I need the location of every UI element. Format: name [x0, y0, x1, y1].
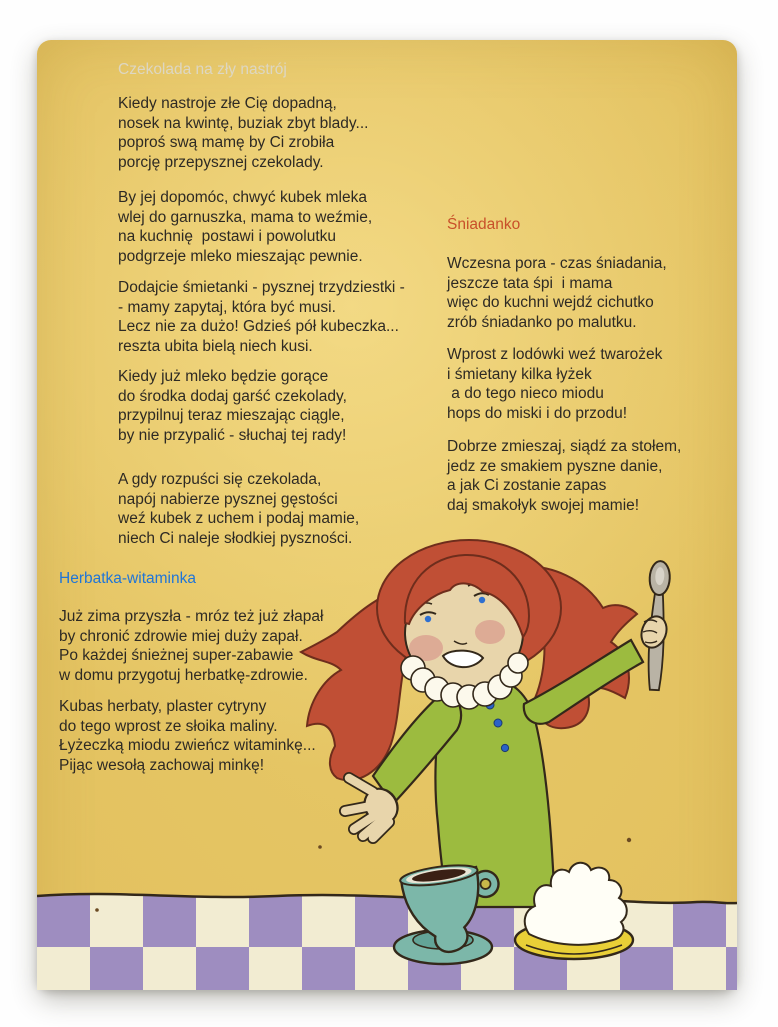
- poem-line: do środka dodaj garść czekolady,: [118, 387, 347, 405]
- poem-line: podgrzeje mleko mieszając pewnie.: [118, 247, 363, 265]
- poem-line: Dodajcie śmietanki - pysznej trzydziestki -: [118, 279, 405, 296]
- stanza-sniadanko-1: [447, 254, 667, 332]
- poem-line: Kubas herbaty, plaster cytryny: [59, 698, 267, 715]
- poem-title-herbatka: Herbatka-witaminka: [59, 570, 196, 587]
- poem-line: w domu przygotuj herbatkę-zdrowie.: [59, 666, 308, 684]
- poem-line: na kuchnię postawi i powolutku: [118, 228, 336, 246]
- poem-line: daj smakołyk swojej mamie!: [447, 496, 640, 514]
- poem-line: Kiedy nastroje złe Cię dopadną,: [118, 95, 337, 112]
- poem-line: a do tego nieco miodu: [447, 385, 604, 403]
- poem-line: Wprost z lodówki weź twarożek: [447, 346, 663, 363]
- stanza-sniadanko-2: [447, 345, 662, 423]
- poem-line: a jak Ci zostanie zapas: [447, 477, 607, 495]
- poem-line: Już zima przyszła - mróz też już złapał: [59, 608, 324, 625]
- cheek-blush: [475, 620, 505, 644]
- stanza-czekolada-1: [118, 94, 368, 172]
- poem-line: nosek na kwintę, buziak zbyt blady...: [118, 114, 369, 132]
- poem-line: jedz ze smakiem pyszne danie,: [447, 457, 663, 475]
- poem-line: zrób śniadanko po malutku.: [447, 313, 637, 331]
- poem-line: hops do miski i do przodu!: [447, 404, 628, 422]
- poem-title-sniadanko: Śniadanko: [447, 216, 521, 233]
- poem-line: i śmietany kilka łyżek: [447, 365, 592, 383]
- poem-line: A gdy rozpuści się czekolada,: [118, 471, 322, 488]
- poem-line: Kiedy już mleko będzie gorące: [118, 368, 329, 385]
- poem-line: by chronić zdrowie miej duży zapał.: [59, 627, 303, 645]
- poem-line: by nie przypalić - słuchaj tej rady!: [118, 426, 347, 444]
- poem-line: reszta ubita bielą niech kusi.: [118, 337, 313, 355]
- poem-line: Po każdej śnieżnej super-zabawie: [59, 647, 294, 665]
- poem-line: Pijąc wesołą zachowaj minkę!: [59, 756, 265, 774]
- girl-fist: [637, 613, 670, 651]
- stanza-czekolada-3: [118, 278, 405, 356]
- poem-title-czekolada: Czekolada na zły nastrój: [118, 61, 287, 78]
- poem-line: By jej dopomóc, chwyć kubek mleka: [118, 189, 367, 206]
- poem-line: napój nabierze pysznej gęstości: [118, 490, 338, 508]
- poem-line: do tego wprost ze słoika maliny.: [59, 717, 278, 735]
- poem-line: poproś swą mamę by Ci zrobiła: [118, 134, 335, 152]
- poem-line: Wczesna pora - czas śniadania,: [447, 255, 667, 272]
- stanza-sniadanko-3: [447, 437, 681, 515]
- girl-illustration: [37, 520, 737, 990]
- paper-page: [37, 40, 737, 990]
- poem-line: niech Ci naleje słodkiej pyszności.: [118, 529, 353, 547]
- poem-line: porcję przepysznej czekolady.: [118, 153, 324, 171]
- stanza-czekolada-2: [118, 188, 372, 266]
- poem-line: więc do kuchni wejdź cichutko: [447, 294, 654, 312]
- poem-line: jeszcze tata śpi i mama: [447, 274, 613, 292]
- poem-line: Lecz nie za dużo! Gdzieś pół kubeczka...: [118, 318, 399, 336]
- poem-line: weź kubek z uchem i podaj mamie,: [118, 510, 360, 528]
- stanza-czekolada-4: [118, 367, 347, 445]
- poem-line: przypilnuj teraz mieszając ciągle,: [118, 407, 345, 425]
- poem-line: Łyżeczką miodu zwieńcz witaminkę...: [59, 737, 316, 755]
- poem-line: - mamy zapytaj, która być musi.: [118, 298, 336, 316]
- poem-line: wlej do garnuszka, mama to weźmie,: [118, 208, 373, 226]
- poem-line: Dobrze zmieszaj, siądź za stołem,: [447, 438, 682, 455]
